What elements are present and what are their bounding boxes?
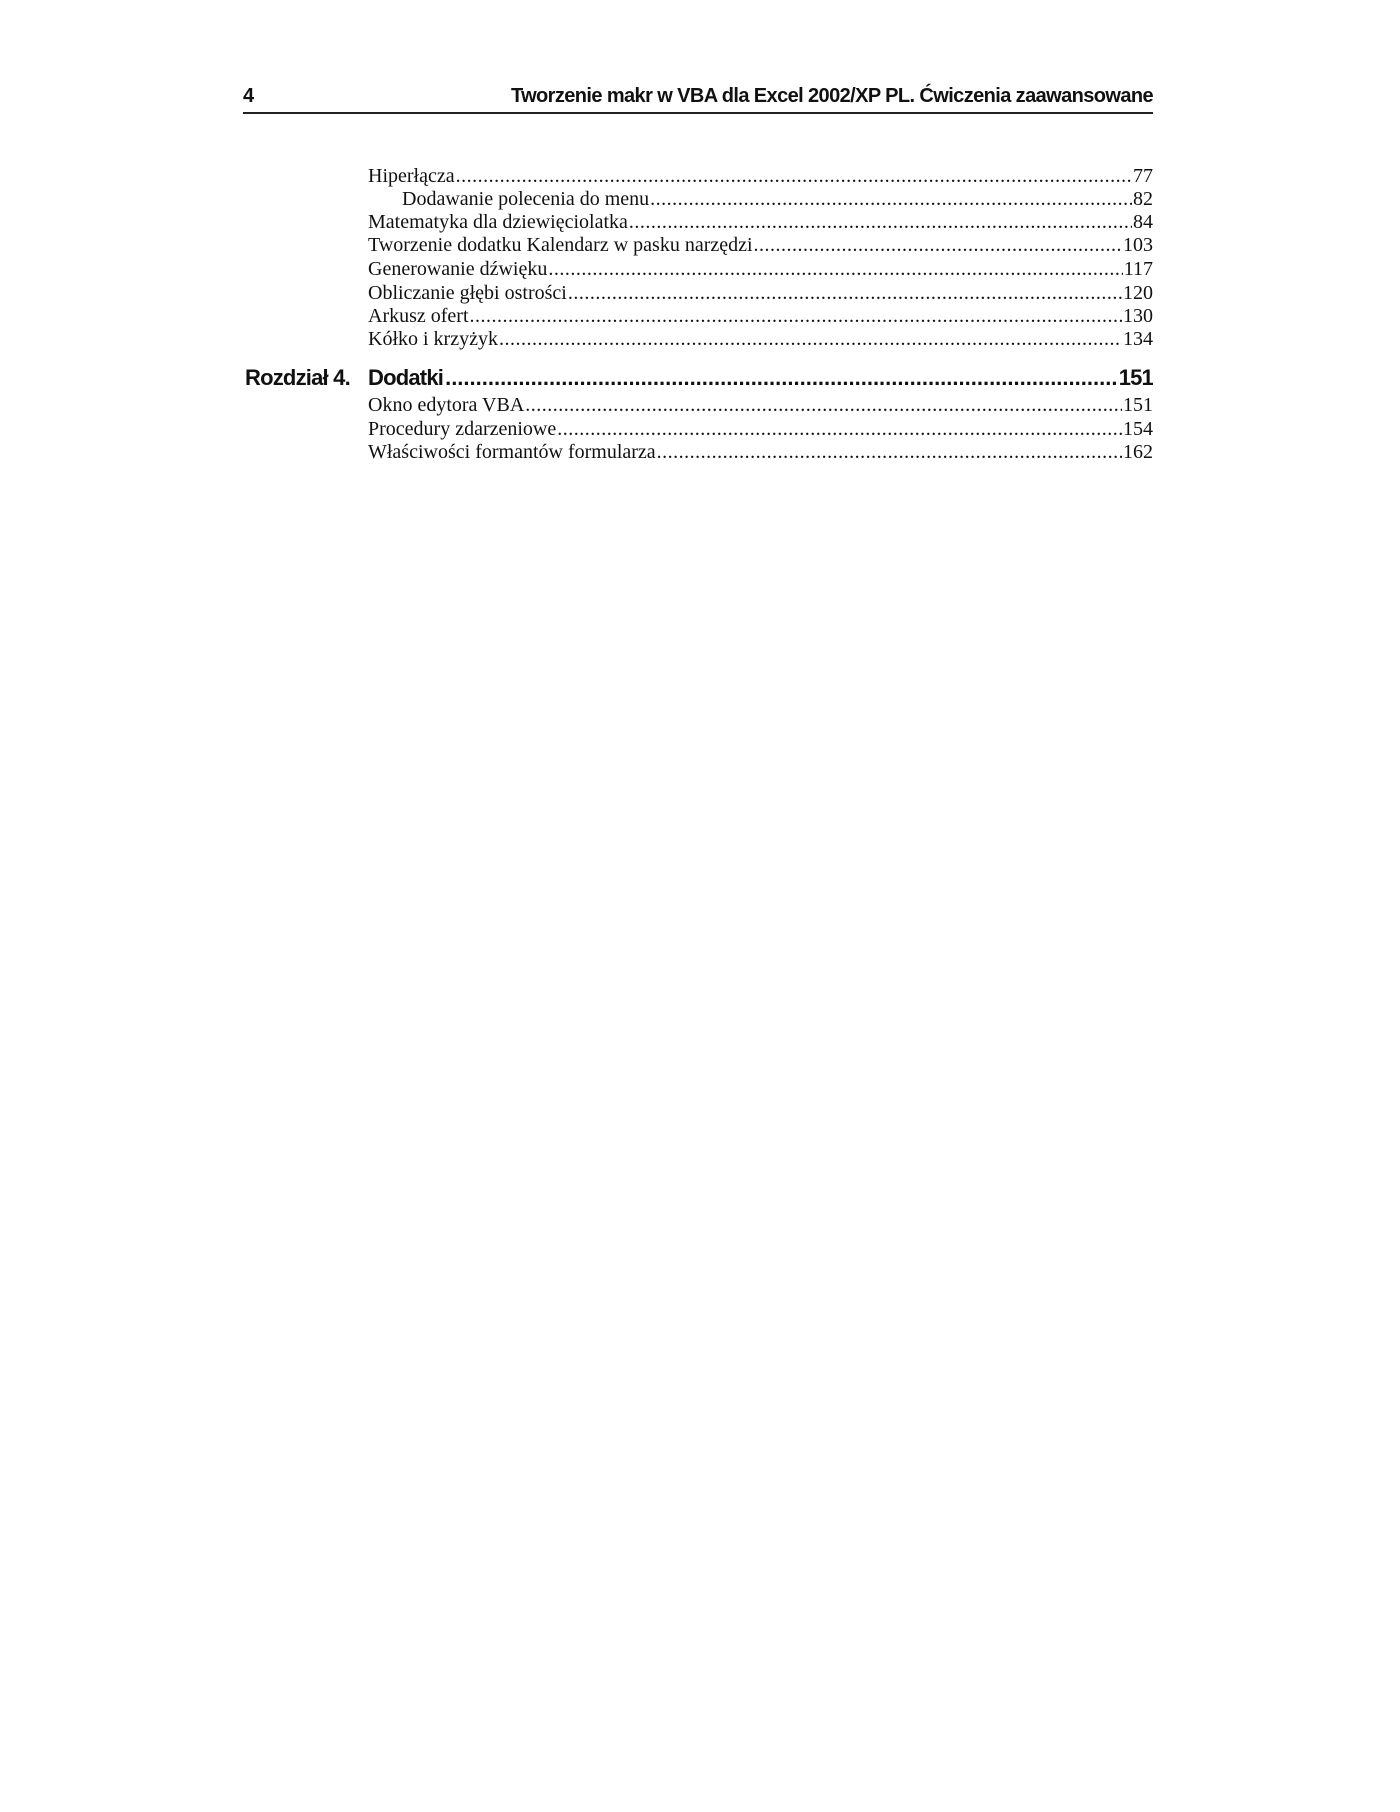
toc-entry bbox=[368, 164, 1153, 188]
chapter-entry bbox=[368, 364, 1153, 392]
dot-leader bbox=[650, 187, 1132, 211]
toc-entry bbox=[368, 281, 1153, 305]
toc-entry-title: Hiperłącza bbox=[368, 165, 455, 187]
toc-entry-title: Tworzenie dodatku Kalendarz w pasku narzędzi bbox=[368, 234, 753, 256]
toc-entry-title: Generowanie dźwięku bbox=[368, 258, 548, 280]
dot-leader bbox=[557, 417, 1122, 441]
toc-entry-title: Obliczanie głębi ostrości bbox=[368, 282, 567, 304]
toc-entry-title: Procedury zdarzeniowe bbox=[368, 418, 557, 440]
toc-entry-page: 120 bbox=[1123, 282, 1153, 304]
dot-leader bbox=[525, 393, 1122, 417]
toc-entry-page: 82 bbox=[1133, 188, 1153, 210]
toc-entry-page: 162 bbox=[1123, 441, 1153, 463]
dot-leader bbox=[445, 364, 1117, 392]
chapter-page: 151 bbox=[1118, 365, 1153, 390]
toc-entry bbox=[368, 417, 1153, 441]
toc-entry bbox=[368, 440, 1153, 464]
dot-leader bbox=[754, 233, 1122, 257]
toc-entry-title: Matematyka dla dziewięciolatka bbox=[368, 211, 628, 233]
chapter-title: Dodatki bbox=[368, 365, 444, 390]
dot-leader bbox=[470, 304, 1122, 328]
toc-entry-page: 134 bbox=[1123, 328, 1153, 350]
dot-leader bbox=[629, 210, 1132, 234]
toc-entry bbox=[368, 304, 1153, 328]
toc-entry bbox=[368, 257, 1153, 281]
toc-entry-indented bbox=[402, 187, 1153, 211]
dot-leader bbox=[456, 164, 1132, 188]
toc-entry-page: 117 bbox=[1123, 258, 1153, 280]
toc-entry bbox=[368, 233, 1153, 257]
toc-entry bbox=[368, 393, 1153, 417]
toc-entry-page: 154 bbox=[1123, 418, 1153, 440]
dot-leader bbox=[548, 257, 1122, 281]
chapter-label: Rozdział 4. bbox=[245, 365, 350, 390]
page-header bbox=[243, 82, 1153, 114]
toc-entry-page: 130 bbox=[1123, 305, 1153, 327]
running-title: Tworzenie makr w VBA dla Excel 2002/XP PL. Ćwiczenia zaawansowane bbox=[510, 85, 1153, 107]
toc-entry-page: 151 bbox=[1123, 394, 1153, 416]
toc-entry bbox=[368, 327, 1153, 351]
toc-entry bbox=[368, 210, 1153, 234]
toc-entry-title: Dodawanie polecenia do menu bbox=[402, 188, 650, 210]
dot-leader bbox=[657, 440, 1122, 464]
toc-entry-title: Arkusz ofert bbox=[368, 305, 469, 327]
dot-leader bbox=[568, 281, 1122, 305]
toc-entry-title: Okno edytora VBA bbox=[368, 394, 525, 416]
dot-leader bbox=[499, 327, 1122, 351]
toc-entry-page: 77 bbox=[1133, 165, 1153, 187]
toc-entry-title: Właściwości formantów formularza bbox=[368, 441, 656, 463]
toc-entry-page: 103 bbox=[1123, 234, 1153, 256]
toc-entry-title: Kółko i krzyżyk bbox=[368, 328, 498, 350]
toc-entry-page: 84 bbox=[1133, 211, 1153, 233]
page-number: 4 bbox=[243, 85, 254, 107]
